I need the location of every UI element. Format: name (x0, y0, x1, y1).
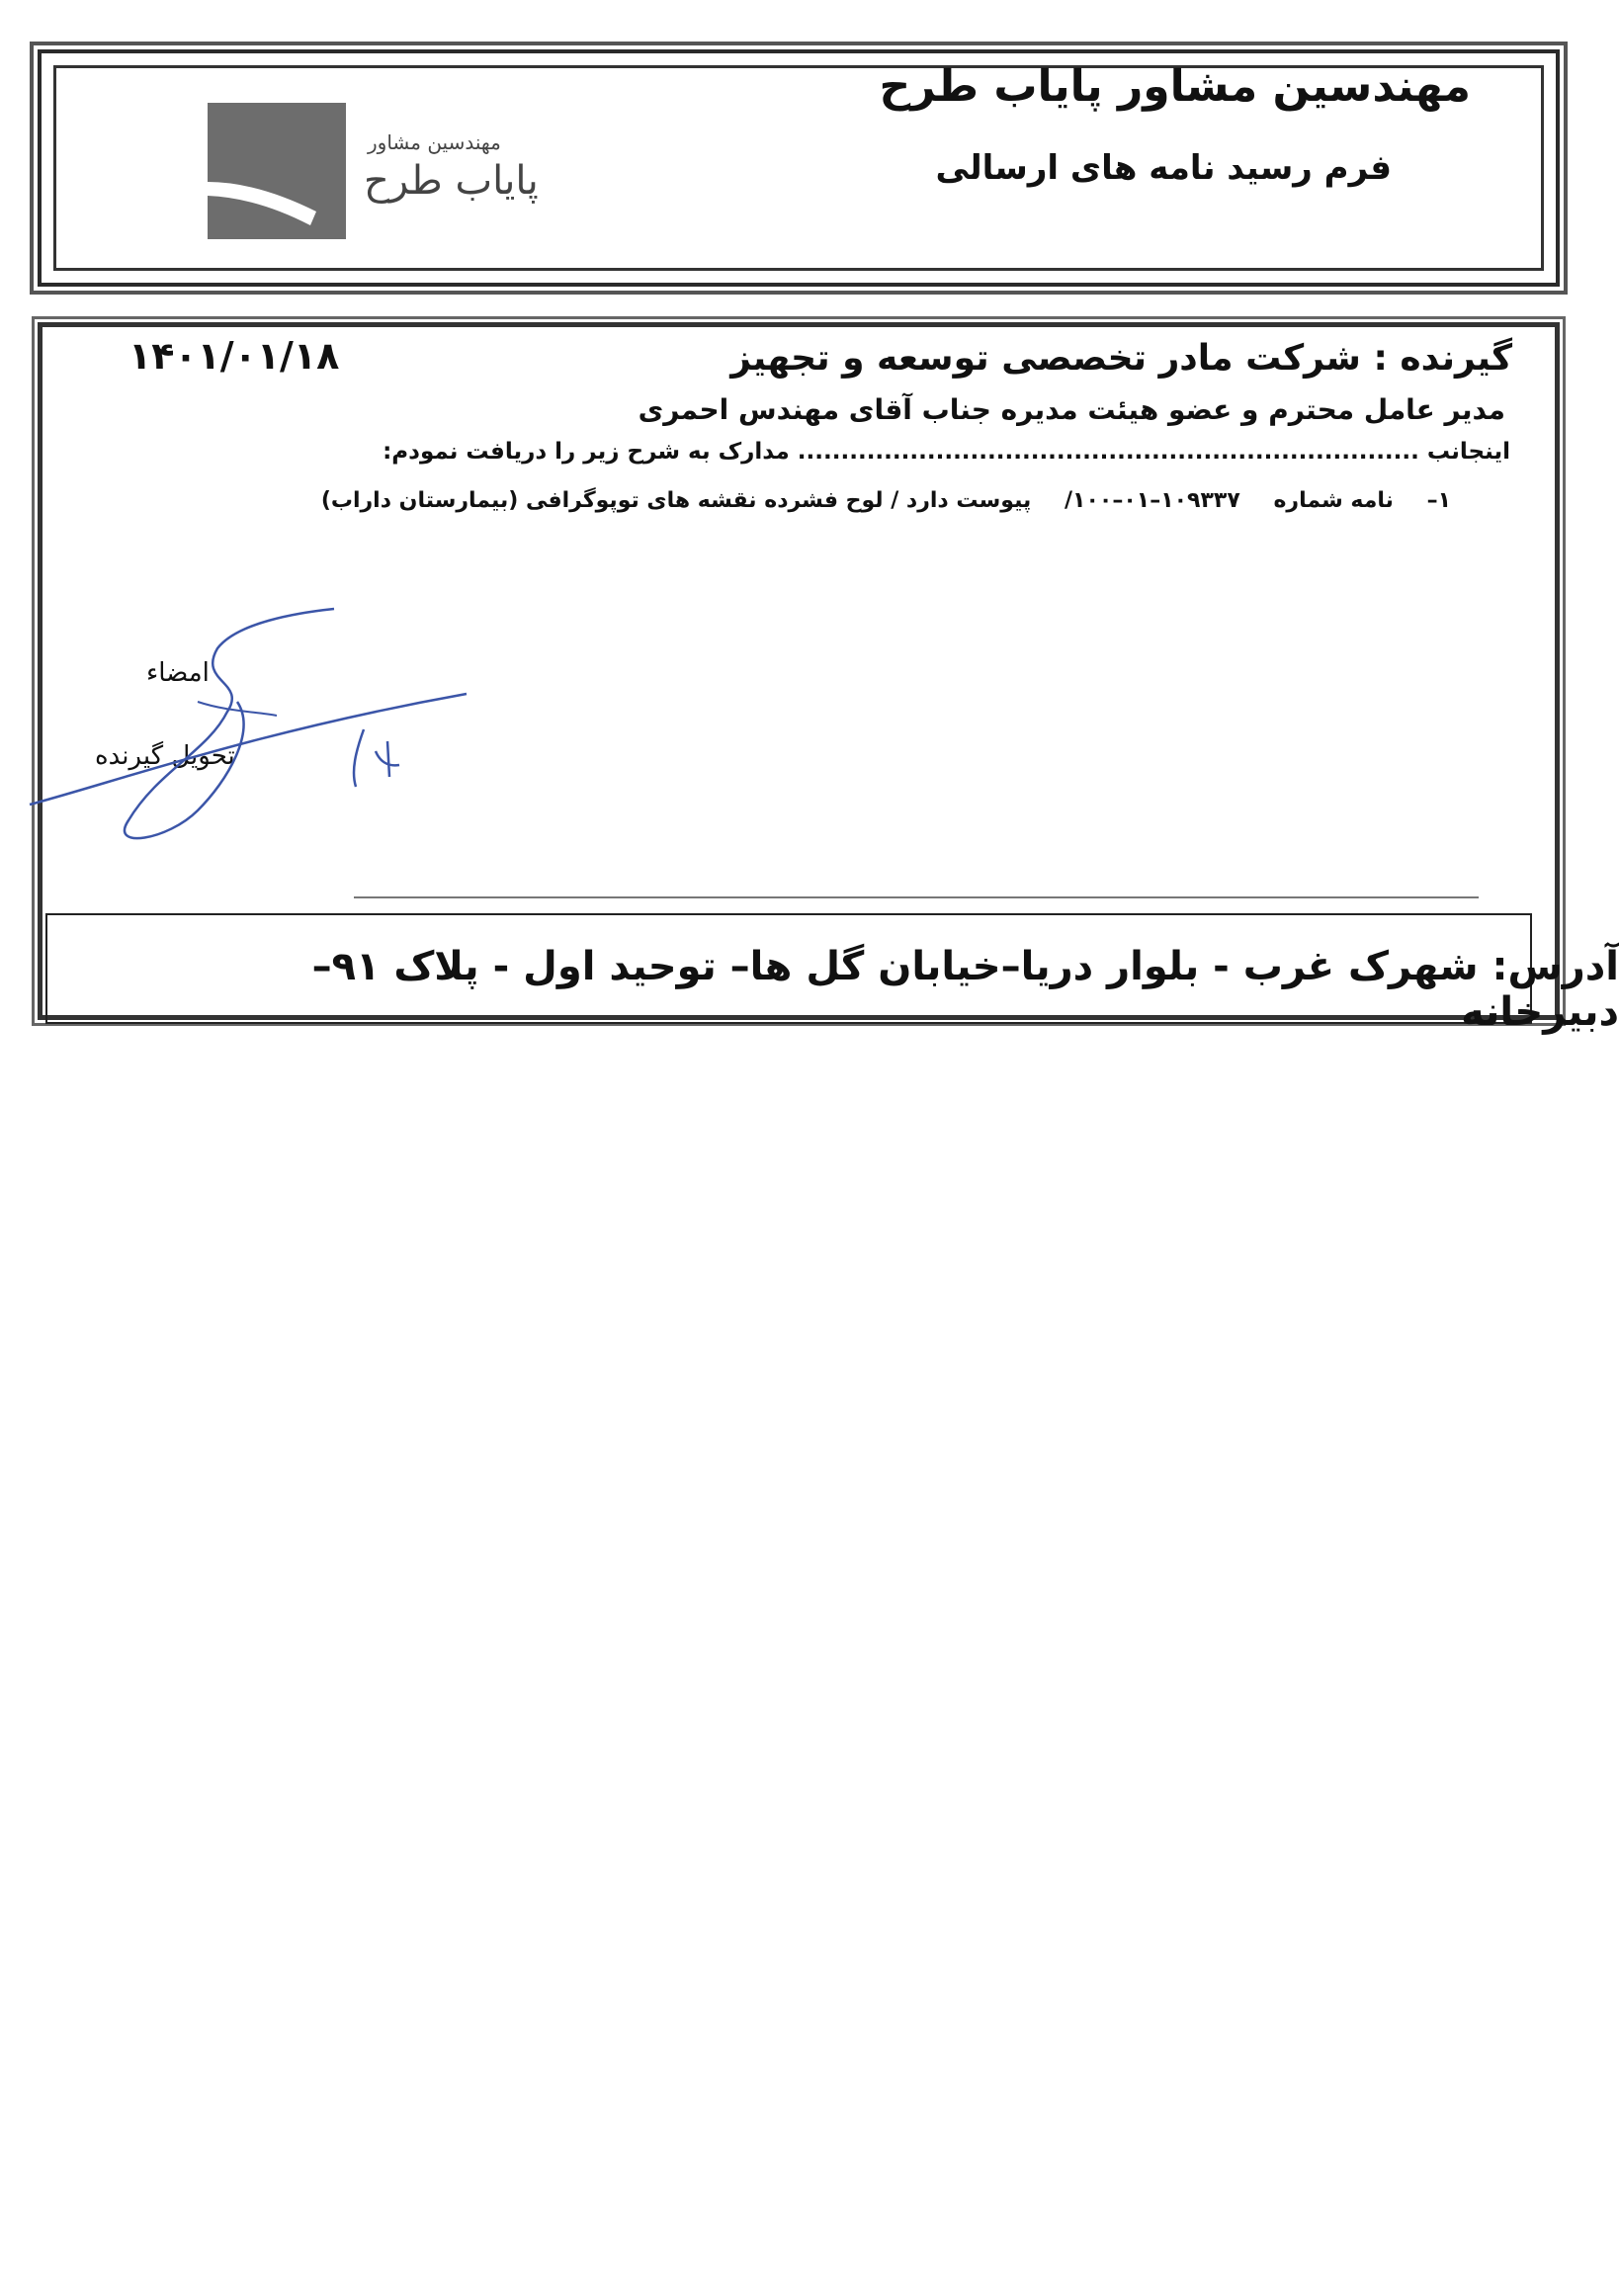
addressee-line: مدیر عامل محترم و عضو هیئت مدیره جناب آقای مهندس احمری (638, 393, 1505, 426)
recipient-line: گیرنده : شرکت مادر تخصصی توسعه و تجهیز (730, 338, 1512, 379)
company-title: مهندسین مشاور پایاب طرح (879, 61, 1471, 112)
company-logo (208, 103, 346, 239)
handwritten-signature (0, 583, 514, 880)
signature-label: امضاء (146, 658, 210, 688)
form-title: فرم رسید نامه های ارسالی (935, 148, 1392, 188)
receipt-statement: اینجانب ........................................................................ مدارک به شرح زیر را دریافت نمودم: (383, 439, 1510, 465)
item-letter-number: ۱۰۹۳۳۷–۰۱–۱۰۰/ (1064, 488, 1240, 513)
letter-date: ۱۴۰۱/۰۱/۱۸ (128, 334, 340, 378)
logo-text-small: مهندسین مشاور (368, 130, 501, 154)
list-item (296, 488, 1451, 513)
address-line: آدرس: شهرک غرب - بلوار دریا–خیابان گل ها– توحید اول - پلاک ۹۱– دبیرخانه (311, 944, 1619, 1035)
item-index: ۱– (1426, 488, 1451, 513)
receiver-label: تحویل گیرنده (95, 741, 235, 771)
item-description: پیوست دارد / لوح فشرده نقشه های توپوگرافی (بیمارستان داراب) (320, 488, 1032, 513)
item-letter-label: نامه شماره (1273, 488, 1394, 513)
logo-text-big: پایاب طرح (364, 158, 539, 204)
divider-line (354, 896, 1479, 898)
